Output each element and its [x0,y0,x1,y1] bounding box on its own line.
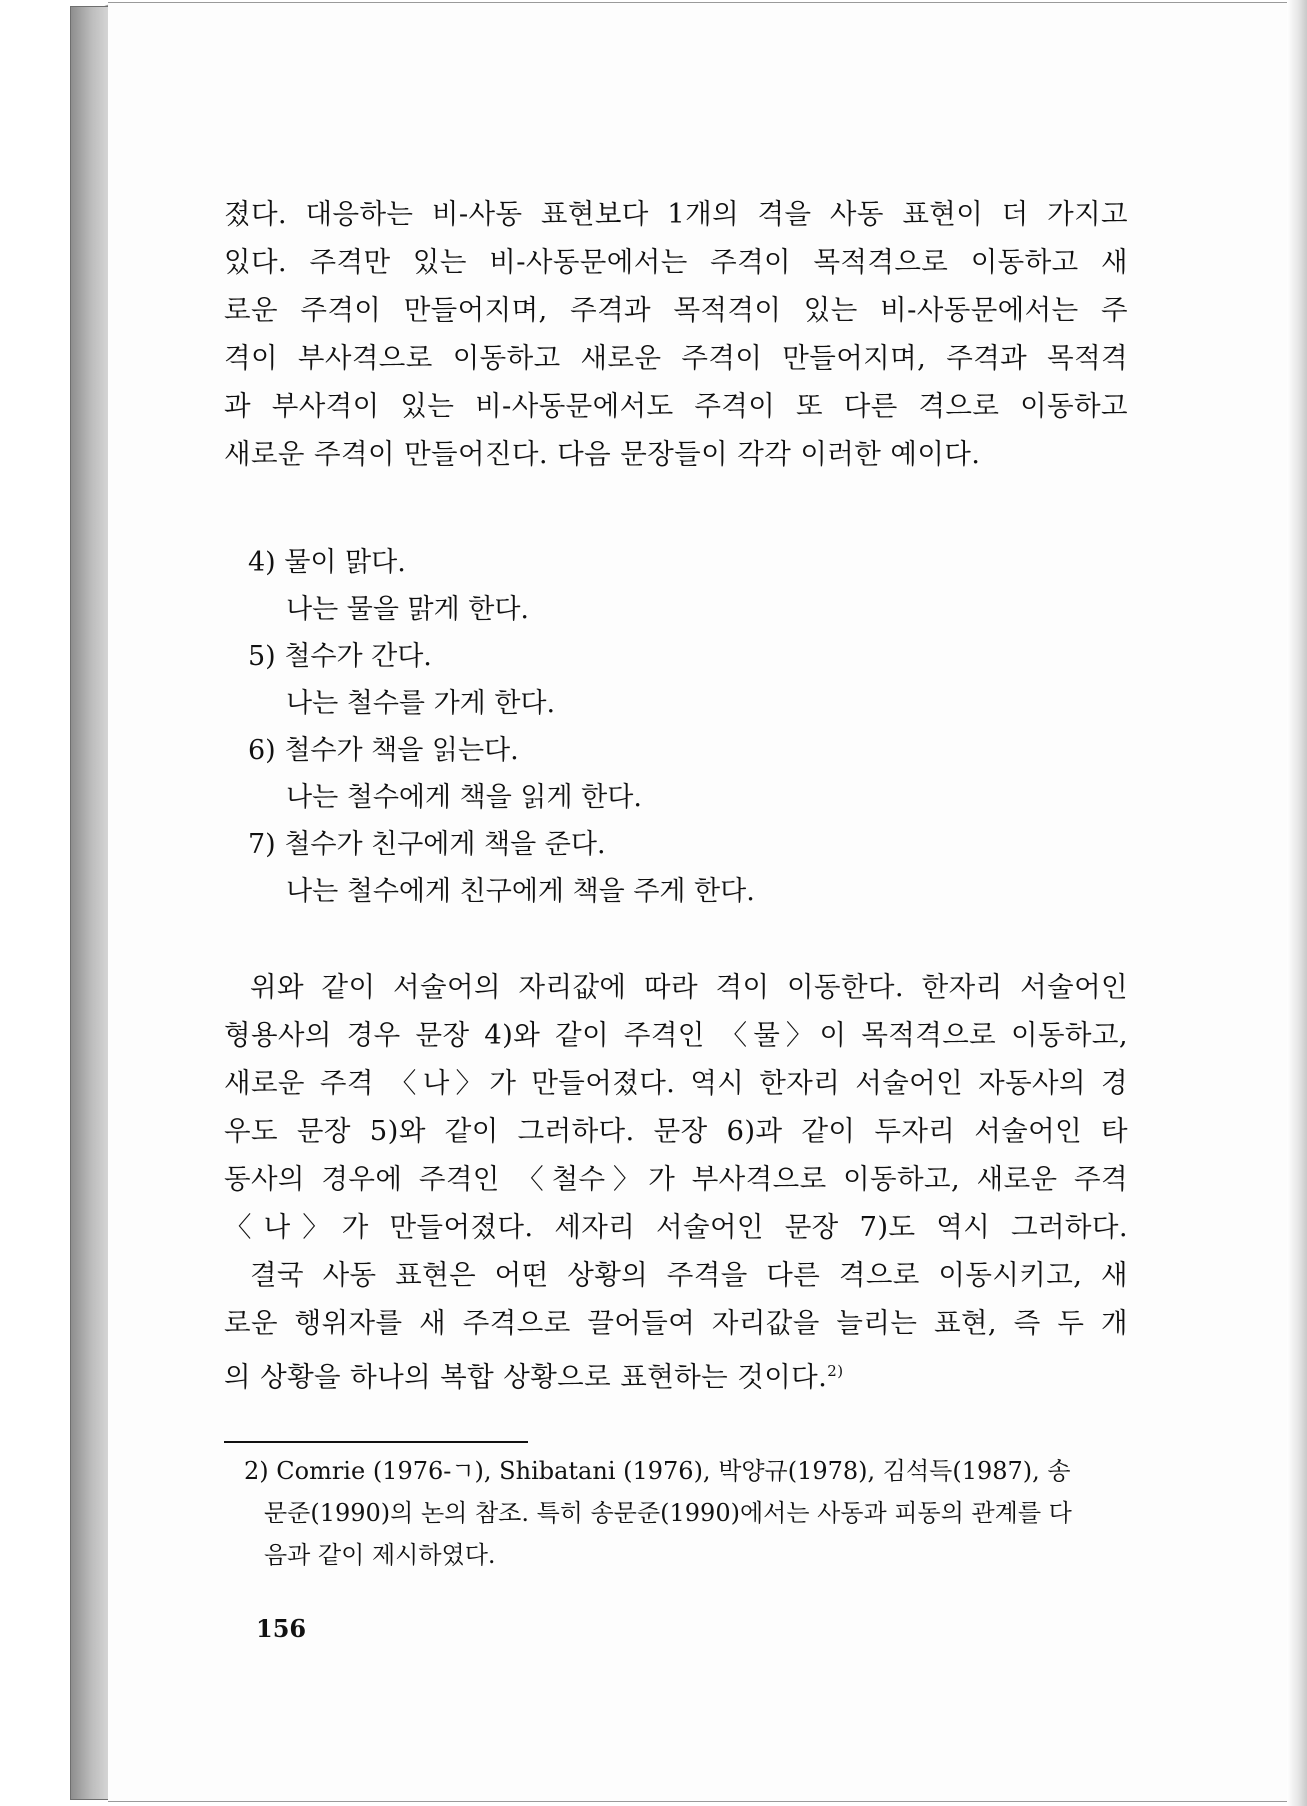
text-line: 형용사의 경우 문장 4)와 같이 주격인 〈물〉이 목적격으로 이동하고, [224,1019,1128,1051]
text-line: 로운 행위자를 새 주격으로 끌어들여 자리값을 늘리는 표현, 즉 두 개 [224,1307,1128,1339]
footnote-line: 음과 같이 제시하였다. [264,1541,496,1569]
footnote [244,1450,1128,1576]
text-line: 새로운 주격 〈나〉가 만들어졌다. 역시 한자리 서술어인 자동사의 경 [224,1067,1128,1099]
example-number: 5) [248,641,276,672]
body-paragraph-1 [224,190,1128,478]
footnote-divider [224,1441,528,1443]
book-spine [70,6,110,1800]
text-line: 새로운 주격이 만들어진다. 다음 문장들이 각각 이러한 예이다. [224,438,981,470]
example-causative-sentence: 나는 철수에게 책을 읽게 한다. [286,782,642,813]
example-number: 7) [248,829,276,860]
example-base-sentence: 철수가 친구에게 책을 준다. [284,829,606,860]
text-line: 동사의 경우에 주격인 〈철수〉가 부사격으로 이동하고, 새로운 주격 [224,1163,1128,1195]
text-line-content: 의 상황을 하나의 복합 상황으로 표현하는 것이다. [224,1361,828,1393]
footnote-line: 2) Comrie (1976-ㄱ), Shibatani (1976), 박양규(1978), 김석득(1987), 송 [244,1457,1071,1485]
example-base-sentence: 철수가 책을 읽는다. [284,735,519,766]
page-edge-shadow [1287,0,1307,1806]
body-paragraph-2 [224,963,1128,1395]
example-base-sentence: 물이 맑다. [284,547,406,578]
page-number: 156 [256,1614,307,1643]
footnote-reference: 2) [827,1362,844,1380]
example-causative-sentence: 나는 철수를 가게 한다. [286,688,556,719]
text-line: 결국 사동 표현은 어떤 상황의 주격을 다른 격으로 이동시키고, 새 [250,1259,1128,1291]
example-number: 4) [248,547,276,578]
example-4 [248,539,406,586]
text-line: 로운 주격이 만들어지며, 주격과 목적격이 있는 비-사동문에서는 주 [224,294,1128,326]
example-causative-sentence: 나는 물을 맑게 한다. [286,594,529,625]
text-line: 〈나〉가 만들어졌다. 세자리 서술어인 문장 7)도 역시 그러하다. [224,1211,1128,1243]
text-line: 격이 부사격으로 이동하고 새로운 주격이 만들어지며, 주격과 목적격 [224,342,1128,374]
example-number: 6) [248,735,276,766]
example-5 [248,633,432,680]
text-line: 졌다. 대응하는 비-사동 표현보다 1개의 격을 사동 표현이 더 가지고 [224,198,1128,230]
text-line: 과 부사격이 있는 비-사동문에서도 주격이 또 다른 격으로 이동하고 [224,390,1128,422]
text-line: 위와 같이 서술어의 자리값에 따라 격이 이동한다. 한자리 서술어인 [250,971,1128,1003]
example-base-sentence: 철수가 간다. [284,641,432,672]
footnote-line: 문준(1990)의 논의 참조. 특히 송문준(1990)에서는 사동과 피동의 관계를 다 [264,1499,1072,1527]
example-6 [248,727,519,774]
text-line: 우도 문장 5)와 같이 그러하다. 문장 6)과 같이 두자리 서술어인 타 [224,1115,1128,1147]
text-line [224,1347,1128,1395]
example-7 [248,821,606,868]
example-causative-sentence: 나는 철수에게 친구에게 책을 주게 한다. [286,876,755,907]
text-line: 있다. 주격만 있는 비-사동문에서는 주격이 목적격으로 이동하고 새 [224,246,1128,278]
